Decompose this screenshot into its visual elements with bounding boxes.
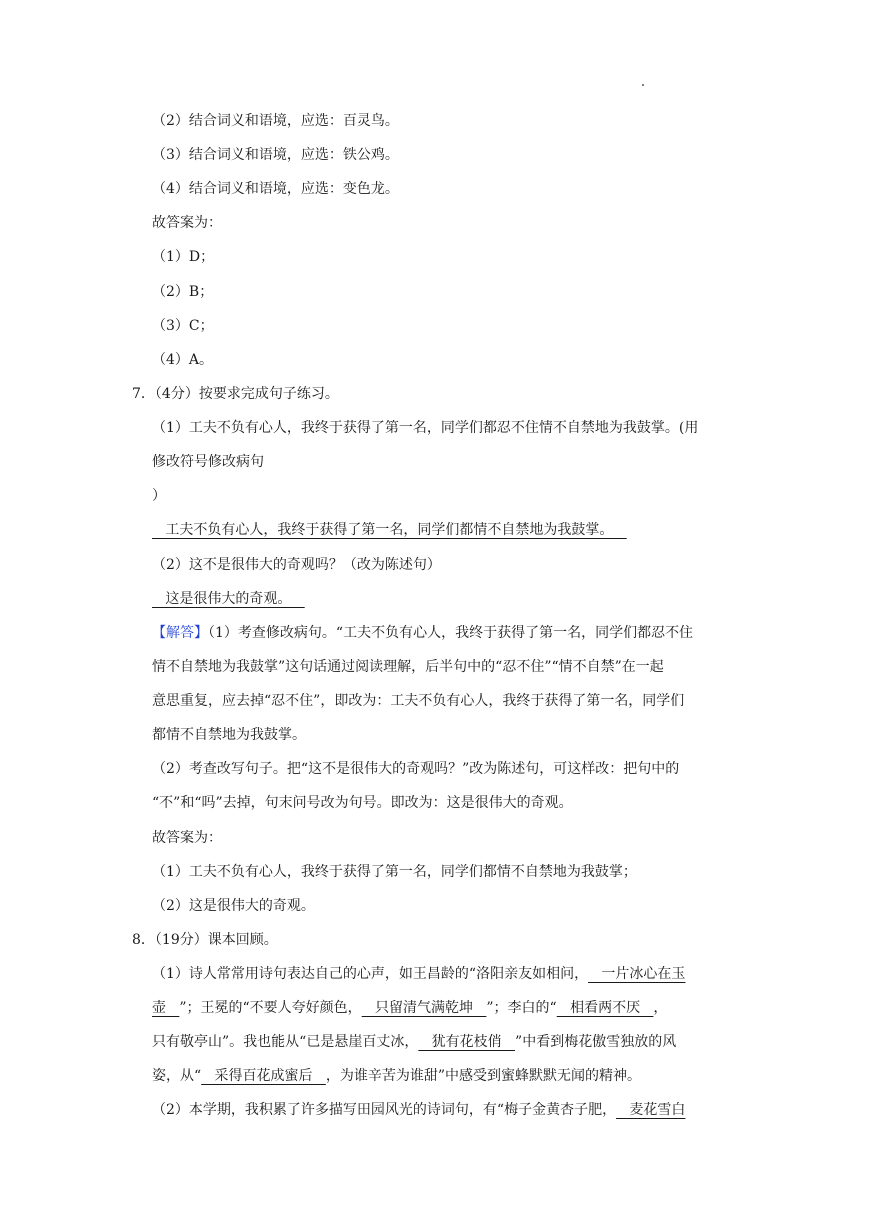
- question-7-part-2-answer: 这是很伟大的奇观。: [152, 591, 305, 607]
- solution-part-1-line-4: 都情不自禁地为我鼓掌。: [152, 727, 306, 743]
- answer-item-2: （2）B；: [152, 284, 214, 300]
- answer-item-3: （3）C；: [152, 318, 214, 334]
- answer-line-2: （2）结合词义和语境，应选：百灵鸟。: [152, 113, 399, 129]
- solution-part-1-line-3: 意思重复，应去掉“忍不住”，即改为：工夫不负有心人，我终于获得了第一名，同学们: [152, 693, 685, 709]
- question-7-title: 7．（4分）按要求完成句子练习。: [132, 386, 339, 402]
- question-8-title: 8．（19分）课本回顾。: [132, 932, 278, 948]
- solution-answer-1: （1）工夫不负有心人，我终于获得了第一名，同学们都情不自禁地为我鼓掌；: [152, 864, 637, 880]
- question-8-part-1-line-1: （1）诗人常常用诗句表达自己的心声，如王昌龄的“洛阳亲友如相问， 一片冰心在玉: [152, 966, 686, 982]
- question-8-part-1-line-4: 姿，从“ 采得百花成蜜后 ，为谁辛苦为谁甜”中感受到蜜蜂默默无闻的精神。: [152, 1068, 642, 1084]
- question-8-part-2-line-1: （2）本学期，我积累了许多描写田园风光的诗词句，有“梅子金黄杏子肥， 麦花雪白: [152, 1102, 686, 1118]
- question-7-part-2: （2）这不是很伟大的奇观吗？（改为陈述句）: [152, 557, 441, 573]
- solution-part-1-line-1: 【解答】（1）考查修改病句。“工夫不负有心人，我终于获得了第一名，同学们都忍不住: [152, 625, 694, 641]
- question-7-part-1-cont: 修改符号修改病句: [152, 454, 264, 470]
- question-8-part-1-line-2: 壶 ”；王冕的“不要人夸好颜色， 只留清气满乾坤 ”；李白的“ 相看两不厌 ，: [152, 1000, 668, 1016]
- page-marker-dot: [642, 84, 644, 86]
- solution-tag: 【解答】: [152, 625, 208, 641]
- solution-part-1-line-2: 情不自禁地为我鼓掌”这句话通过阅读理解，后半句中的“忍不住”“情不自禁”在一起: [152, 659, 664, 675]
- solution-part-2-line-2: “不”和“吗”去掉，句末问号改为句号。即改为：这是很伟大的奇观。: [152, 795, 573, 811]
- solution-part-2-line-1: （2）考查改写句子。把“这不是很伟大的奇观吗？”改为陈述句，可这样改：把句中的: [152, 761, 680, 777]
- answer-summary-label: 故答案为：: [152, 215, 222, 231]
- question-7-part-1-answer: 工夫不负有心人，我终于获得了第一名，同学们都情不自禁地为我鼓掌。: [152, 522, 627, 538]
- answer-item-4: （4）A。: [152, 352, 214, 368]
- answer-line-4: （4）结合词义和语境，应选：变色龙。: [152, 181, 399, 197]
- question-7-part-1: （1）工夫不负有心人，我终于获得了第一名，同学们都忍不住情不自禁地为我鼓掌。(用: [152, 420, 699, 436]
- answer-item-1: （1）D；: [152, 249, 215, 265]
- solution-answer-2: （2）这是很伟大的奇观。: [152, 898, 315, 914]
- answer-line-3: （3）结合词义和语境，应选：铁公鸡。: [152, 147, 399, 163]
- question-8-part-1-line-3: 只有敬亭山”。我也能从“已是悬崖百丈冰， 犹有花枝俏 ”中看到梅花傲雪独放的风: [152, 1034, 677, 1050]
- solution-answer-label: 故答案为：: [152, 830, 222, 846]
- question-7-part-1-close: ）: [152, 488, 166, 504]
